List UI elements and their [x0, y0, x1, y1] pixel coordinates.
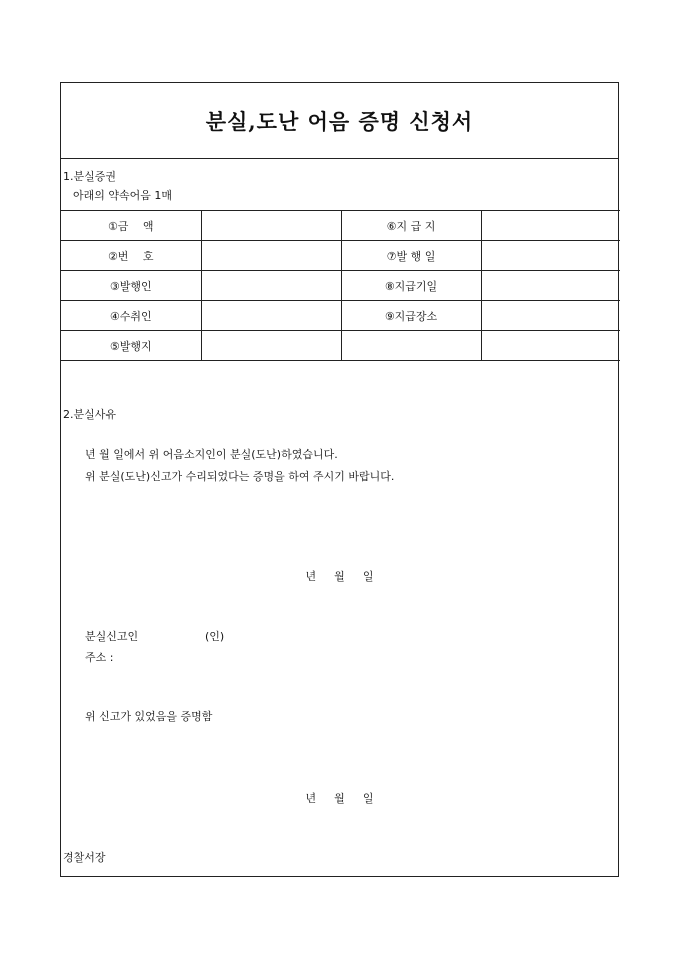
certification-text: 위 신고가 있었음을 증명함 [85, 710, 213, 723]
table-row [61, 241, 620, 271]
date2-day: 일 [362, 792, 374, 805]
section2-heading: 2.분실사유 [63, 408, 116, 421]
field-label-due-date: ⑧지급기일 [341, 271, 481, 301]
application-form [60, 82, 619, 877]
field-value-payee[interactable] [201, 301, 341, 331]
field-label-issue-date: ⑦발 행 일 [341, 241, 481, 271]
police-chief-signatory: 경찰서장 [63, 851, 106, 864]
field-value-payment-location[interactable] [481, 301, 620, 331]
seal-mark: (인) [205, 630, 225, 643]
table-row [61, 331, 620, 361]
note-details-table [61, 210, 620, 361]
field-label-issue-place: ⑤발행지 [61, 331, 201, 361]
section-lost-securities [61, 159, 618, 209]
field-value-empty[interactable] [481, 331, 620, 361]
field-label-payee: ④수취인 [61, 301, 201, 331]
field-value-payment-place[interactable] [481, 211, 620, 241]
loss-reason-line2: 위 분실(도난)신고가 수리되었다는 증명을 하여 주시기 바랍니다. [85, 470, 395, 483]
table-row [61, 301, 620, 331]
date2-year: 년 [305, 792, 317, 805]
section1-subtitle: 아래의 약속어음 1매 [73, 189, 172, 202]
field-label-empty [341, 331, 481, 361]
date-line-2 [61, 790, 618, 806]
field-value-amount[interactable] [201, 211, 341, 241]
table-row [61, 271, 620, 301]
field-label-amount: ①금 액 [61, 211, 201, 241]
field-label-issuer: ③발행인 [61, 271, 201, 301]
date1-month: 월 [334, 570, 345, 583]
form-title: 분실,도난 어음 증명 신청서 [205, 108, 474, 134]
loss-reason-line1: 년 월 일에서 위 어음소지인이 분실(도난)하였습니다. [85, 448, 338, 461]
table-row [61, 211, 620, 241]
field-value-due-date[interactable] [481, 271, 620, 301]
date-line-1 [61, 568, 618, 584]
field-label-payment-place: ⑥지 급 지 [341, 211, 481, 241]
field-label-number: ②번 호 [61, 241, 201, 271]
field-value-number[interactable] [201, 241, 341, 271]
field-value-issuer[interactable] [201, 271, 341, 301]
date1-year: 년 [305, 570, 317, 583]
field-value-issue-date[interactable] [481, 241, 620, 271]
address-label: 주소 : [85, 651, 114, 664]
date1-day: 일 [362, 570, 374, 583]
section1-heading: 1.분실증권 [63, 170, 116, 183]
title-box [61, 83, 618, 159]
field-label-payment-location: ⑨지급장소 [341, 301, 481, 331]
reporter-label: 분실신고인 [85, 630, 139, 643]
field-value-issue-place[interactable] [201, 331, 341, 361]
date2-month: 월 [334, 792, 345, 805]
